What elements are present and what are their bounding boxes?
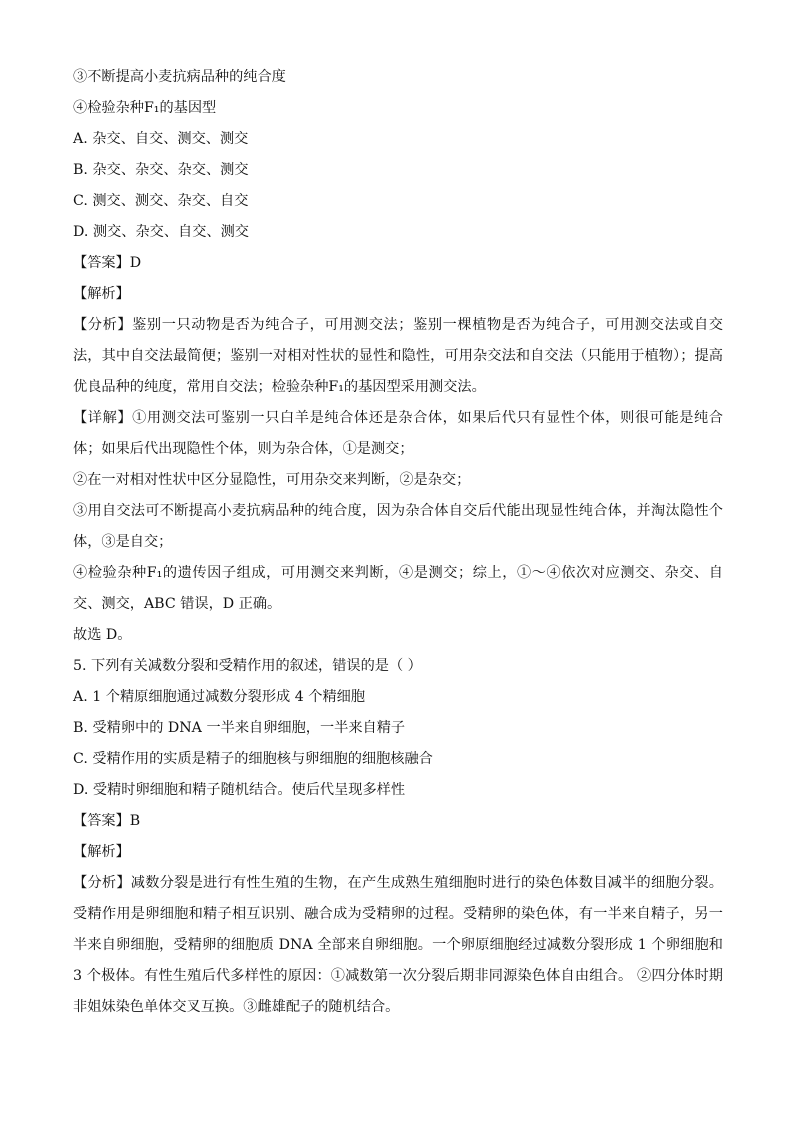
q5-option-d: D. 受精时卵细胞和精子随机结合。使后代呈现多样性 bbox=[73, 782, 406, 798]
q4-option-b: B. 杂交、杂交、杂交、测交 bbox=[73, 162, 249, 178]
q4-xiangjie-1: 【详解】①用测交法可鉴别一只白羊是纯合体还是杂合体，如果后代只有显性个体，则很可能是纯合体；如果后代出现隐性个体，则为杂合体，①是测交； bbox=[73, 410, 723, 457]
q4-answer: 【答案】D bbox=[73, 255, 142, 271]
q4-option-d: D. 测交、杂交、自交、测交 bbox=[73, 224, 249, 240]
q4-analysis-tag: 【解析】 bbox=[73, 286, 130, 302]
q4-option-a: A. 杂交、自交、测交、测交 bbox=[73, 131, 249, 147]
q5-stem: 5. 下列有关减数分裂和受精作用的叙述，错误的是（ ） bbox=[73, 658, 422, 674]
q4-item-4: ④检验杂种F₁的基因型 bbox=[73, 100, 217, 116]
q4-conclusion: 故选 D。 bbox=[73, 627, 132, 643]
q4-option-c: C. 测交、测交、杂交、自交 bbox=[73, 193, 249, 209]
q5-analysis-tag: 【解析】 bbox=[73, 844, 130, 860]
q4-xiangjie-3: ③用自交法可不断提高小麦抗病品种的纯合度，因为杂合体自交后代能出现显性纯合体，并淘汰隐性个体，③是自交； bbox=[73, 503, 723, 550]
q4-xiangjie-4: ④检验杂种F₁的遗传因子组成，可用测交来判断，④是测交；综上，①～④依次对应测交、杂交、自交、测交，ABC 错误，D 正确。 bbox=[73, 565, 723, 612]
q5-option-a: A. 1 个精原细胞通过减数分裂形成 4 个精细胞 bbox=[73, 689, 366, 705]
q5-fenxi: 【分析】减数分裂是进行有性生殖的生物，在产生成熟生殖细胞时进行的染色体数目减半的细胞分裂。受精作用是卵细胞和精子相互识别、融合成为受精卵的过程。受精卵的染色体，有一半来自精子，另一半来自卵细胞，受精卵的细胞质 DNA 全部来自卵细胞。一个卵原细胞经过减数分裂形成 1 个卵细胞和 3 个极体。有性生殖后代多样性的原因：①减数第一次分裂后期非同源染色体自由组合。 ②四分体时期非姐妹染色单体交叉互换。③雌雄配子的随机结合。 bbox=[73, 875, 723, 1015]
q5-option-b: B. 受精卵中的 DNA 一半来自卵细胞，一半来自精子 bbox=[73, 720, 406, 736]
q5-option-c: C. 受精作用的实质是精子的细胞核与卵细胞的细胞核融合 bbox=[73, 751, 433, 767]
q5-answer: 【答案】B bbox=[73, 813, 141, 829]
q4-fenxi: 【分析】鉴别一只动物是否为纯合子，可用测交法；鉴别一棵植物是否为纯合子，可用测交法或自交法，其中自交法最简便；鉴别一对相对性状的显性和隐性，可用杂交法和自交法（只能用于植物）；提高优良品种的纯度，常用自交法；检验杂种F₁的基因型采用测交法。 bbox=[73, 317, 723, 395]
document-page bbox=[73, 62, 723, 1023]
q4-item-3: ③不断提高小麦抗病品种的纯合度 bbox=[73, 69, 286, 85]
q4-xiangjie-2: ②在一对相对性状中区分显隐性，可用杂交来判断，②是杂交； bbox=[73, 472, 471, 488]
